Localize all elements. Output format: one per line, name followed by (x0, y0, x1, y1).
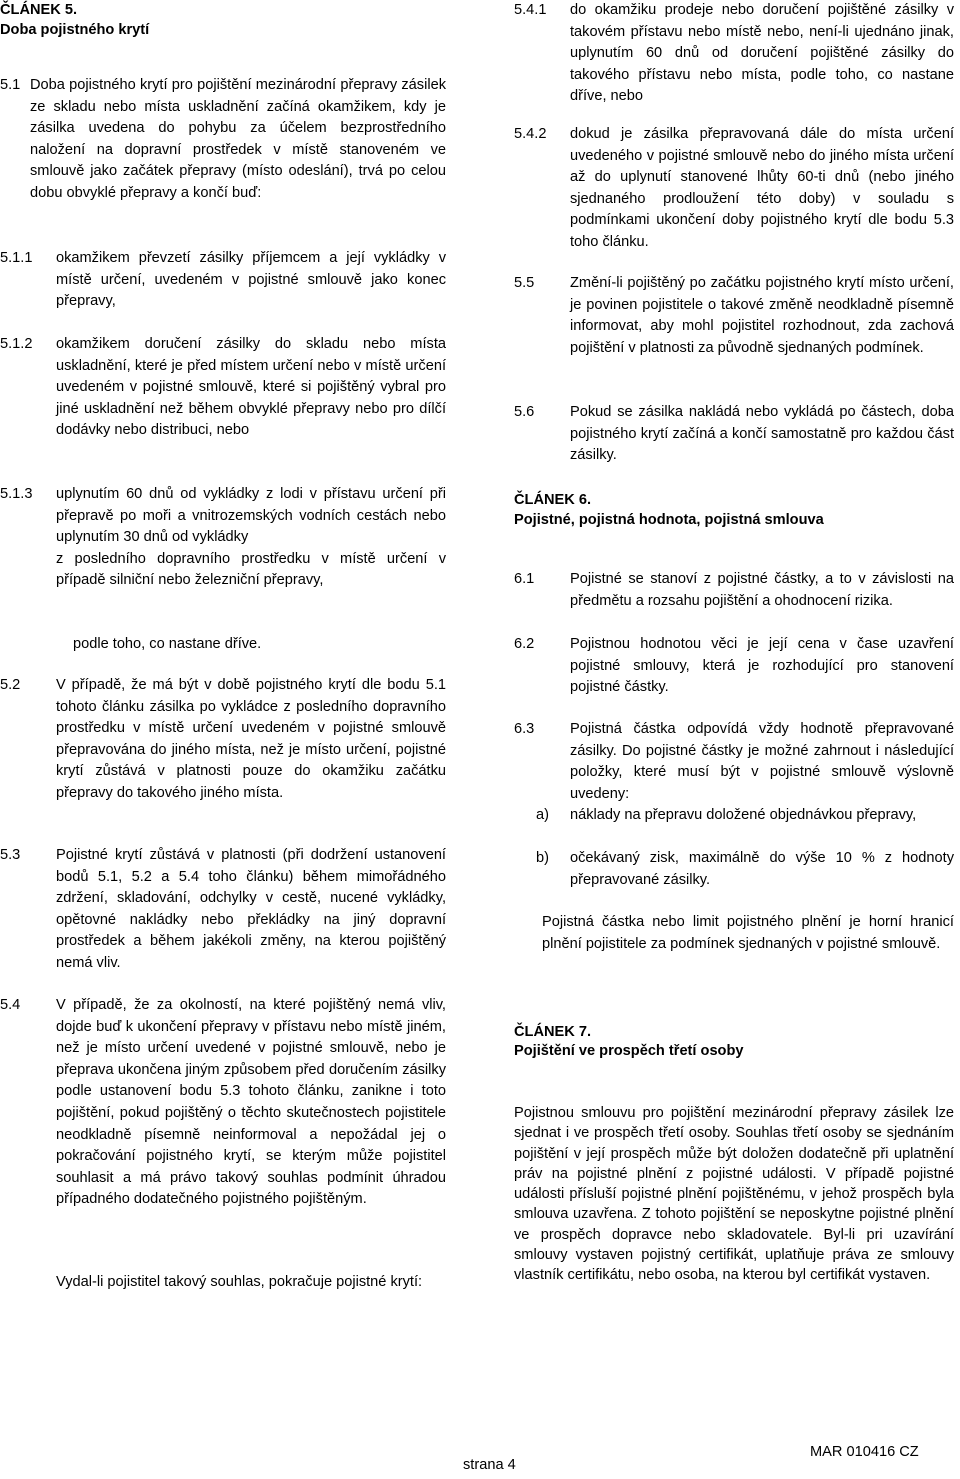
paragraph-5-1-2 (0, 334, 446, 442)
paragraph-number: 6.3 (514, 721, 535, 737)
paragraph-text: do okamžiku prodeje nebo doručení pojištěné zásilky v takovém přístavu nebo místě nebo, není-li ujednáno jinak, uplynutím 60 dnů od doručení pojištěné zásilky do takového přístavu nebo místa, podle toho, co nastane dříve, nebo (570, 2, 954, 105)
paragraph-text: Pojistné krytí zůstává v platnosti (při dodržení ustanovení bodů 5.1, 5.2 a 5.4 toho článku) během mimořádného zdržení, skladování, odchylky v cestě, nucené vykládky, opětovné nakládky nebo překládky na jiný dopravní prostředek a během jakékoli změny, na kterou pojištěný nemá vliv. (56, 847, 446, 971)
paragraph-6-2 (514, 634, 954, 699)
paragraph-5-1-3 (0, 484, 446, 592)
paragraph-number: 5.4.2 (514, 126, 547, 142)
paragraph-5-1 (0, 75, 446, 205)
paragraph-text: dokud je zásilka přepravovaná dále do místa určení uvedeného v pojistné smlouvě nebo do jiného místa určení až do uplynutí stanovené lhůty 60-ti dnů (nebo jiného sjednaného prodloužení této doby) v souladu s podmínkami ukončení doby pojistného krytí dle bodu 5.3 toho článku. (570, 126, 954, 250)
list-marker: b) (536, 850, 549, 866)
paragraph-text: Změní-li pojištěný po začátku pojistného krytí místo určení, je povinen pojistitele o takové změně neodkladně písemně informovat, aby mohl pojistitel rozhodnout, zda zachová pojištění v platnosti za původně sjednaných podmínek. (570, 275, 954, 356)
paragraph-text: uplynutím 60 dnů od vykládky z lodi v přístavu určení při přepravě po moři a vnitrozemských vodních cestách nebo uplynutím 30 dnů od vykládky (56, 486, 446, 546)
paragraph-text: Doba pojistného krytí pro pojištění mezinárodní přepravy zásilek ze skladu nebo místa uskladnění začíná okamžikem, kdy je zásilka uvedena do pohybu za účelem bezprostředního naložení na dopravní prostředek v místě stanoveném ve smlouvě jako začátek přepravy (místo odeslání), trvá po celou dobu obvyklé přepravy a končí buď: (30, 77, 446, 201)
article6-title: ČLÁNEK 6. (514, 492, 592, 508)
paragraph-5-4-1 (514, 0, 954, 108)
paragraph-text: Pojistná částka odpovídá vždy hodnotě přepravované zásilky. Do pojistné částky je možné zahrnout i následující položky, které musí být v pojistné smlouvě výslovně uvedeny: (570, 721, 954, 802)
paragraph-5-6 (514, 402, 954, 467)
paragraph-number: 5.5 (514, 275, 535, 291)
paragraph-number: 5.1.2 (0, 336, 33, 352)
paragraph-5-4-closing: Vydal-li pojistitel takový souhlas, pokračuje pojistné krytí: (56, 1274, 423, 1290)
paragraph-number: 6.2 (514, 636, 535, 652)
paragraph-number: 5.6 (514, 404, 535, 420)
paragraph-7: Pojistnou smlouvu pro pojištění mezinárodní přepravy zásilek lze sjednat i ve prospěch třetí osoby. Souhlas třetí osoby se sjednáním pojištění v její prospěch může být doložen dodatečně při uplatnění práv na pojistné plnění z pojistné události. V případě pojistné události přísluší pojistné plnění pojištěnému, v jehož prospěch byla smlouva uzavřena. Z tohoto pojištění se neposkytne pojistné plnění ve prospěch dopravce nebo skladovatele. Byl-li pri uzavírání smlouvy vystaven pojistný certifikát, uplatňuje práva ze smlouvy vlastník certifikátu, nebo osoba, na kterou byl certifikát vystaven. (514, 1105, 954, 1284)
paragraph-5-5 (514, 273, 954, 359)
paragraph-text: V případě, že má být v době pojistného krytí dle bodu 5.1 tohoto článku zásilka po vykládce z posledního dopravního prostředku v místě určení uvedeném v pojistné smlouvě přepravována do jiného místa, než je místo určení, pojistné krytí zůstává v platnosti pouze do okamžiku začátku přepravy do takového jiného místa. (56, 677, 446, 801)
paragraph-text: Pojistné se stanoví z pojistné částky, a to v závislosti na předmětu a rozsahu pojištění a ohodnocení rizika. (570, 571, 954, 609)
list-text: náklady na přepravu doložené objednávkou přepravy, (570, 807, 917, 823)
article7-title: ČLÁNEK 7. (514, 1024, 592, 1040)
paragraph-6-1 (514, 569, 954, 612)
paragraph-number: 5.4 (0, 997, 21, 1013)
paragraph-6-3-closing: Pojistná částka nebo limit pojistného plnění je horní hranicí plnění pojistitele za podmínek sjednaných v pojistné smlouvě. (542, 914, 954, 952)
article6-subtitle: Pojistné, pojistná hodnota, pojistná smlouva (514, 512, 824, 528)
paragraph-6-3-a (536, 805, 954, 827)
paragraph-text-continued: z posledního dopravního prostředku v místě určení v případě silniční nebo železniční přepravy, (56, 550, 446, 589)
article5-subtitle: Doba pojistného krytí (0, 22, 150, 38)
paragraph-text: okamžikem převzetí zásilky příjemcem a její vykládky v místě určení, uvedeném v pojistné smlouvě jako konec přepravy, (56, 250, 446, 310)
paragraph-number: 5.1.3 (0, 486, 33, 502)
paragraph-text: Pojistnou hodnotou věci je její cena v čase uzavření pojistné smlouvy, která je rozhodující pro stanovení pojistné částky. (570, 636, 954, 696)
list-text: očekávaný zisk, maximálně do výše 10 % z hodnoty přepravované zásilky. (570, 850, 954, 888)
paragraph-number: 5.2 (0, 677, 21, 693)
paragraph-number: 5.3 (0, 847, 21, 863)
paragraph-text-group (56, 484, 446, 592)
paragraph-5-1-closing: podle toho, co nastane dříve. (73, 636, 262, 652)
paragraph-5-2 (0, 675, 446, 805)
paragraph-number: 6.1 (514, 571, 535, 587)
list-marker: a) (536, 807, 549, 823)
article7-subtitle: Pojištění ve prospěch třetí osoby (514, 1043, 744, 1059)
paragraph-text: okamžikem doručení zásilky do skladu nebo místa uskladnění, které je před místem určení nebo v místě určení uvedeném v pojistné smlouvě, které si pojištěný vybral pro jiné uskladnění než během obvyklé přepravy nebo pro dílčí dodávky nebo distribuci, nebo (56, 336, 446, 439)
document-code: MAR 010416 CZ (810, 1444, 919, 1460)
paragraph-5-4 (0, 995, 446, 1211)
paragraph-number: 5.1.1 (0, 250, 33, 266)
paragraph-6-3-b (536, 848, 954, 891)
paragraph-number: 5.1 (0, 77, 21, 93)
paragraph-text: Pokud se zásilka nakládá nebo vykládá po částech, doba pojistného krytí začíná a končí samostatně pro každou část zásilky. (570, 404, 954, 464)
paragraph-text: V případě, že za okolností, na které pojištěný nemá vliv, dojde buď k ukončení přepravy v přístavu nebo místě jiném, než je místo určení uvedené v pojistné smlouvě, nebo je přeprava ukončena jiným způsobem před doručením zásilky podle ustanovení bodu 5.3 tohoto článku, zanikne i toto pojištění, pokud pojištěný o těchto skutečnostech pojistitele neodkladně písemně neinformoval a nepožádal jej o pokračování pojistného krytí, se kterým může pojistitel souhlasit a má právo takový souhlas podmínit úhradou případného dodatečného pojistného pojištěným. (56, 997, 446, 1208)
paragraph-6-3 (514, 719, 954, 805)
page-number: strana 4 (463, 1457, 516, 1473)
paragraph-number: 5.4.1 (514, 2, 547, 18)
article5-title: ČLÁNEK 5. (0, 2, 78, 18)
paragraph-5-3 (0, 845, 446, 975)
paragraph-5-4-2 (514, 124, 954, 254)
paragraph-5-1-1 (0, 248, 446, 313)
